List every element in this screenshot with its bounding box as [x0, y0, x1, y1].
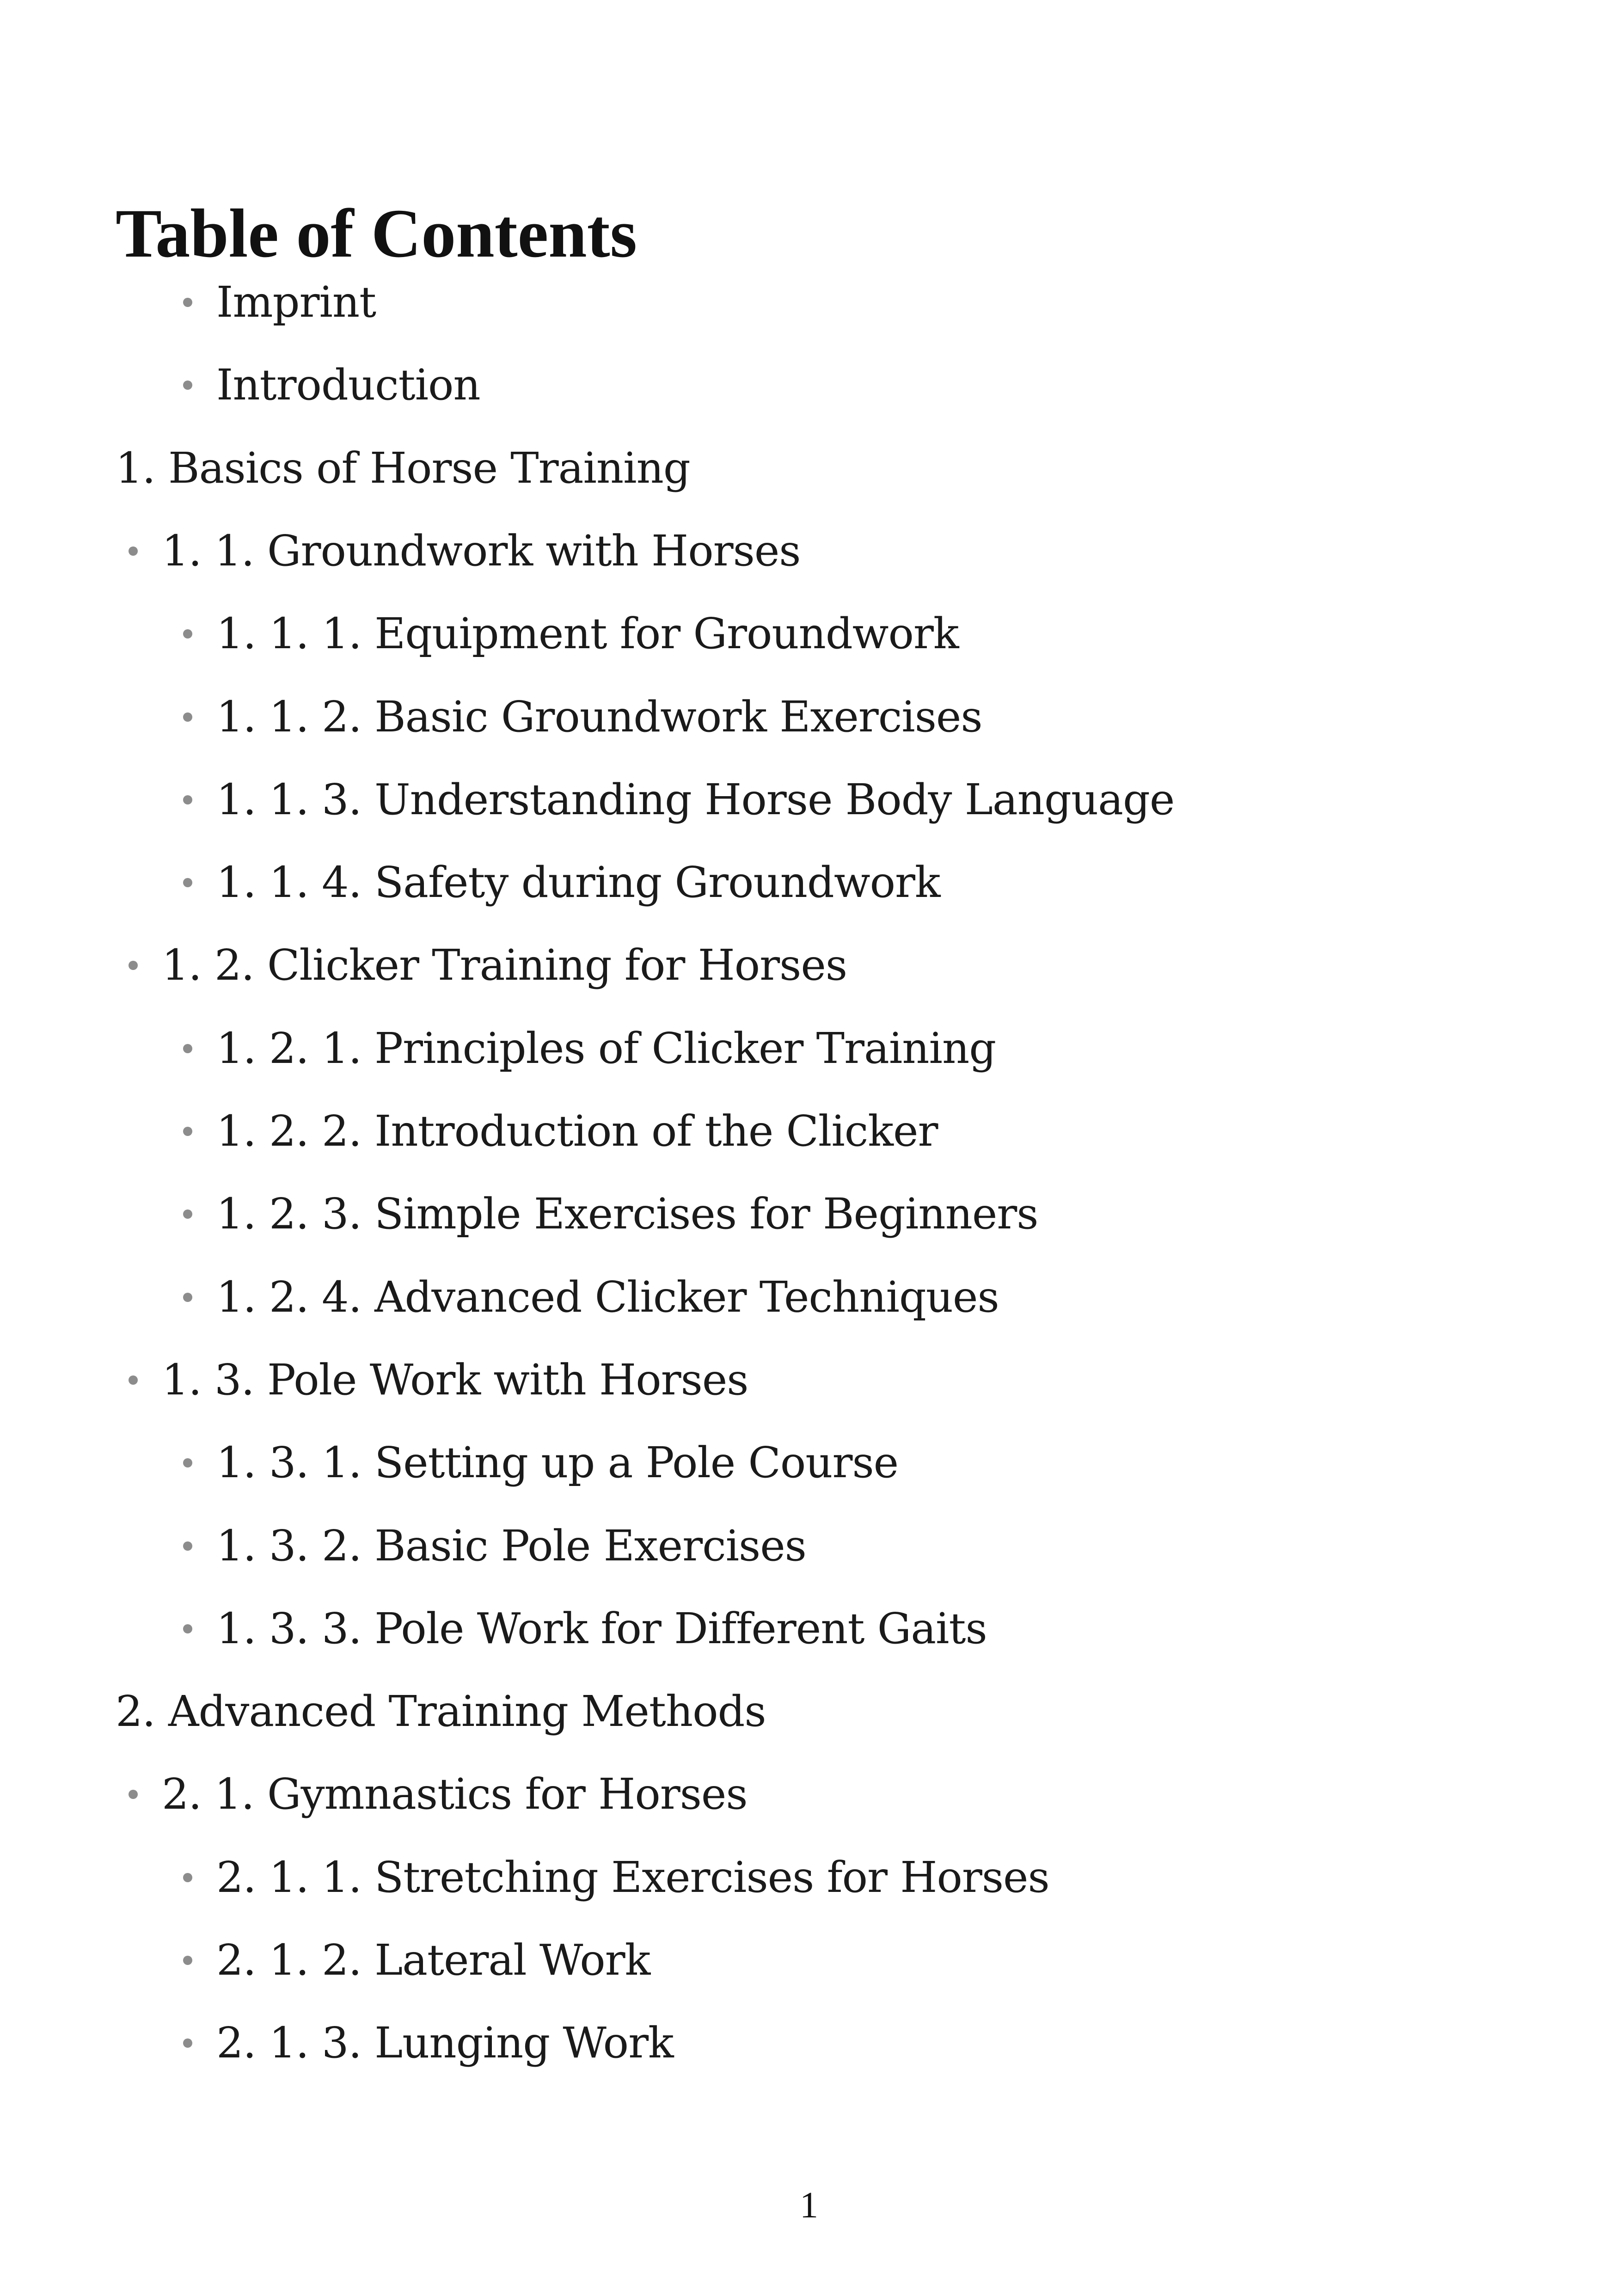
toc-entry-label: 1. 2. 3. Simple Exercises for Beginners [216, 1189, 1038, 1239]
bullet-icon [183, 712, 192, 722]
toc-entry-label: 1. 1. 3. Understanding Horse Body Language [216, 775, 1175, 824]
bullet-icon [183, 1956, 192, 1965]
toc-entry[interactable] [129, 1352, 748, 1408]
bullet-icon [183, 381, 192, 390]
bullet-icon [183, 1873, 192, 1882]
toc-entry[interactable] [183, 606, 959, 662]
toc-entry[interactable] [183, 1104, 938, 1159]
toc-entry-label: 1. 3. 1. Setting up a Pole Course [216, 1438, 899, 1487]
toc-entry-label: 2. 1. 1. Stretching Exercises for Horses [216, 1853, 1049, 1902]
bullet-icon [183, 2038, 192, 2048]
toc-entry-label: 1. 2. 2. Introduction of the Clicker [216, 1106, 938, 1156]
toc-entry[interactable] [129, 938, 847, 993]
bullet-icon [183, 629, 192, 638]
page-title: Table of Contents [116, 195, 637, 272]
toc-entry-label: 1. 1. 4. Safety during Groundwork [216, 858, 940, 907]
toc-entry-label: Introduction [216, 360, 480, 410]
toc-entry-label: 1. 1. 1. Equipment for Groundwork [216, 609, 959, 658]
toc-entry[interactable] [183, 1021, 996, 1076]
toc-entry-label: 1. 1. 2. Basic Groundwork Exercises [216, 692, 982, 742]
toc-entry[interactable] [183, 1933, 650, 1988]
toc-entry-label: 1. 3. Pole Work with Horses [162, 1355, 748, 1405]
toc-entry[interactable] [183, 1186, 1038, 1242]
toc-entry-label: 1. 2. Clicker Training for Horses [162, 940, 847, 990]
bullet-icon [183, 795, 192, 804]
toc-entry-label: 1. 3. 2. Basic Pole Exercises [216, 1521, 806, 1571]
toc-entry[interactable] [183, 1518, 806, 1574]
bullet-icon [129, 1375, 138, 1385]
toc-entry[interactable] [183, 357, 480, 413]
toc-entry[interactable] [183, 772, 1174, 828]
bullet-icon [183, 298, 192, 307]
toc-entry[interactable] [129, 523, 801, 579]
toc-entry[interactable] [116, 441, 690, 496]
bullet-icon [183, 878, 192, 887]
bullet-icon [129, 546, 138, 556]
toc-entry[interactable] [116, 1684, 766, 1739]
bullet-icon [129, 961, 138, 970]
toc-entry-label: 2. 1. 2. Lateral Work [216, 1935, 650, 1985]
toc-entry[interactable] [183, 1850, 1049, 1905]
bullet-icon [183, 1293, 192, 1302]
bullet-icon [183, 1541, 192, 1551]
bullet-icon [183, 1458, 192, 1467]
bullet-icon [183, 1624, 192, 1633]
toc-entry[interactable] [183, 1601, 987, 1657]
bullet-icon [183, 1209, 192, 1219]
toc-entry-label: Imprint [216, 277, 376, 327]
toc-entry[interactable] [129, 1767, 748, 1822]
bullet-icon [183, 1127, 192, 1136]
toc-entry[interactable] [183, 2015, 674, 2071]
toc-entry-label: 1. 2. 4. Advanced Clicker Techniques [216, 1272, 999, 1322]
toc-entry[interactable] [183, 1435, 898, 1491]
toc-entry-label: 2. 1. Gymnastics for Horses [162, 1769, 748, 1819]
toc-entry-label: 1. 3. 3. Pole Work for Different Gaits [216, 1604, 987, 1653]
toc-entry[interactable] [183, 855, 940, 910]
toc-entry-label: 1. Basics of Horse Training [116, 443, 690, 493]
toc-entry[interactable] [183, 1270, 999, 1325]
bullet-icon [183, 1044, 192, 1053]
toc-entry-label: 1. 2. 1. Principles of Clicker Training [216, 1024, 996, 1073]
page-number: 1 [800, 2185, 818, 2226]
toc-entry-label: 2. 1. 3. Lunging Work [216, 2018, 674, 2068]
toc-entry[interactable] [183, 689, 982, 745]
toc-entry[interactable] [183, 275, 376, 330]
toc-entry-label: 1. 1. Groundwork with Horses [162, 526, 801, 576]
bullet-icon [129, 1790, 138, 1799]
toc-entry-label: 2. Advanced Training Methods [116, 1687, 766, 1736]
